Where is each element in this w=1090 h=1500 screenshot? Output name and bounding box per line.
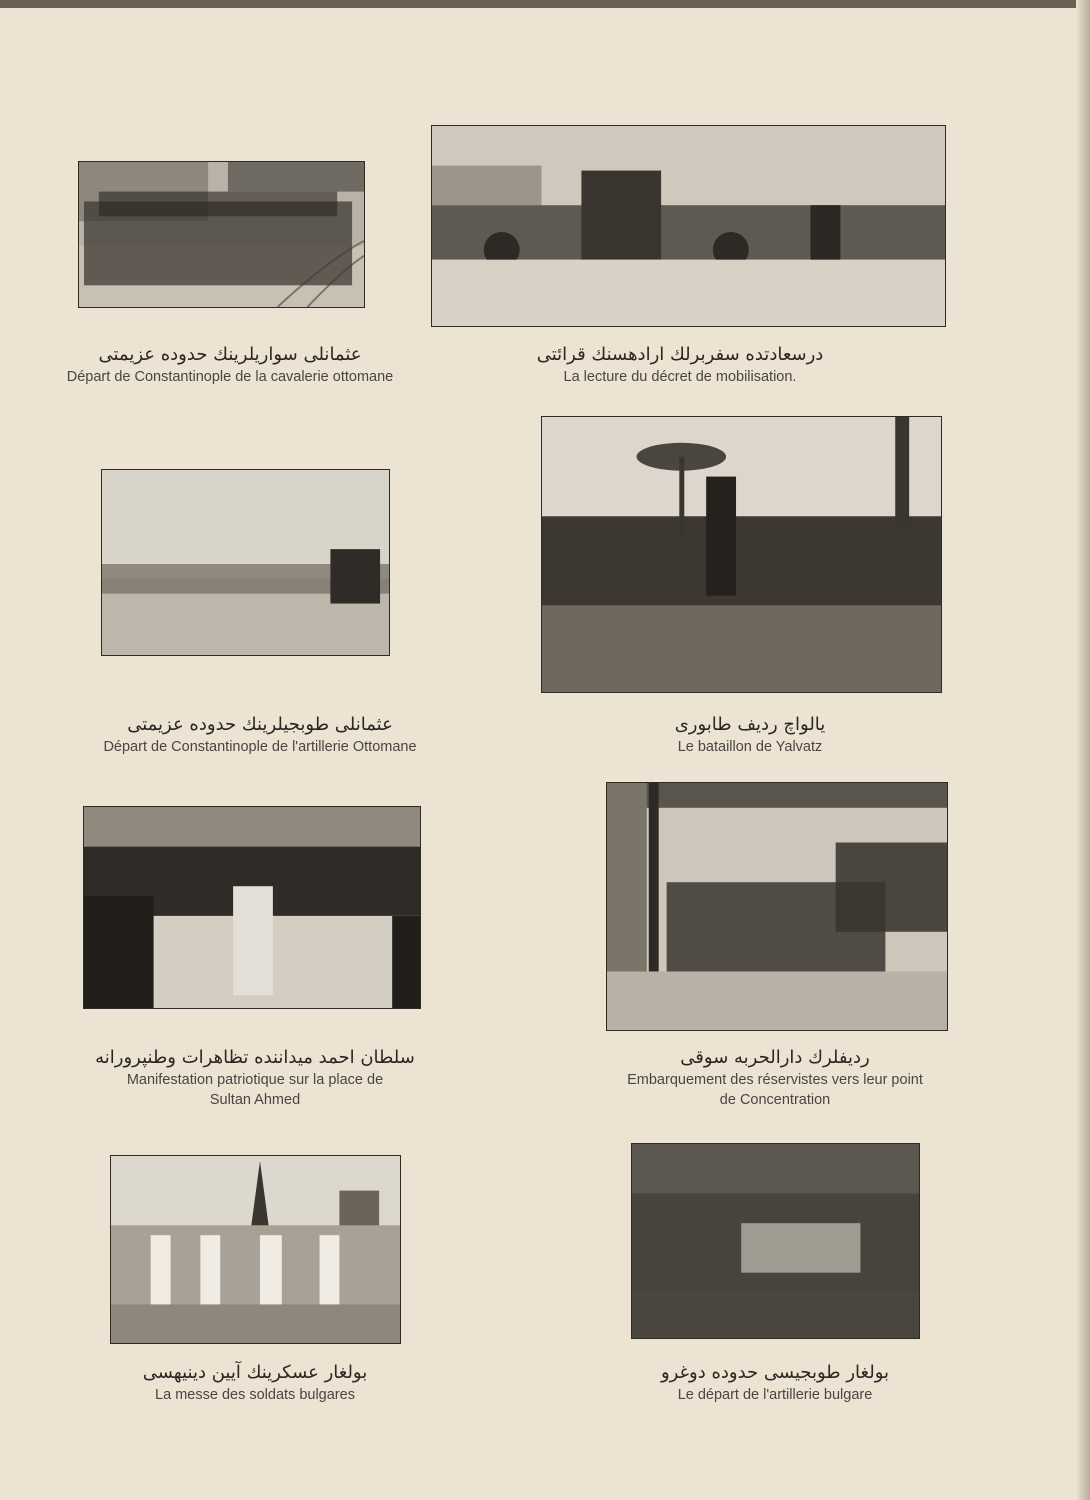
ottoman-caption-text: بولغار طوبجیسی حدوده دوغرو [660, 1362, 890, 1383]
ottoman-caption-text: درسعادتده سفربرلك ارادهسنك قرائتی [536, 344, 824, 365]
caption-yalvatz-battalion [590, 713, 910, 757]
ottoman-caption-text: یالواچ ردیف طابوری [674, 714, 826, 735]
ottoman-caption-text: بولغار عسكرینك آیین دینیهسی [142, 1362, 368, 1383]
caption-mobilisation-decree [480, 343, 880, 387]
ottoman-caption-text: عثمانلی طوبجیلرینك حدوده عزیمتی [127, 714, 393, 735]
french-caption-text: Manifestation patriotique sur la place de [126, 1072, 384, 1088]
caption-ottoman-artillery [50, 713, 470, 757]
caption-sultan-ahmed-manifestation [60, 1046, 450, 1110]
ottoman-caption-text: سلطان احمد میداننده تظاهرات وطنپرورانه [95, 1047, 415, 1068]
photo-yalvatz-battalion [541, 416, 942, 693]
french-caption-text: Le bataillon de Yalvatz [677, 739, 823, 755]
caption-ottoman-cavalry [40, 343, 420, 387]
ottoman-caption-text: عثمانلی سواریلرینك حدوده عزیمتی [98, 344, 362, 365]
caption-bulgarian-soldiers-mass [75, 1361, 435, 1405]
french-caption-text: Embarquement des réservistes vers leur point [627, 1072, 923, 1088]
french-caption-text-line2: Sultan Ahmed [209, 1092, 301, 1108]
french-caption-text: Le départ de l'artillerie bulgare [677, 1387, 873, 1403]
french-caption-text: Départ de Constantinople de la cavalerie ottomane [66, 369, 394, 385]
french-caption-text-line2: de Concentration [719, 1092, 831, 1108]
ottoman-caption-text: ردیفلرك دارالحربه سوقی [680, 1047, 870, 1068]
caption-bulgarian-artillery [590, 1361, 960, 1405]
photo-bulgarian-soldiers-mass [110, 1155, 401, 1344]
french-caption-text: Départ de Constantinople de l'artillerie Ottomane [103, 739, 417, 755]
french-caption-text: La lecture du décret de mobilisation. [563, 369, 797, 385]
photo-ottoman-artillery [101, 469, 390, 656]
page-top-edge [0, 0, 1090, 8]
page-right-edge [1076, 0, 1090, 1500]
photo-sultan-ahmed-manifestation [83, 806, 421, 1009]
french-caption-text: La messe des soldats bulgares [155, 1387, 355, 1403]
caption-reservists-embarkation [580, 1046, 970, 1110]
photo-ottoman-cavalry [78, 161, 365, 308]
photo-bulgarian-artillery [631, 1143, 920, 1339]
photo-reservists-embarkation [606, 782, 948, 1031]
photo-mobilisation-decree [431, 125, 946, 327]
